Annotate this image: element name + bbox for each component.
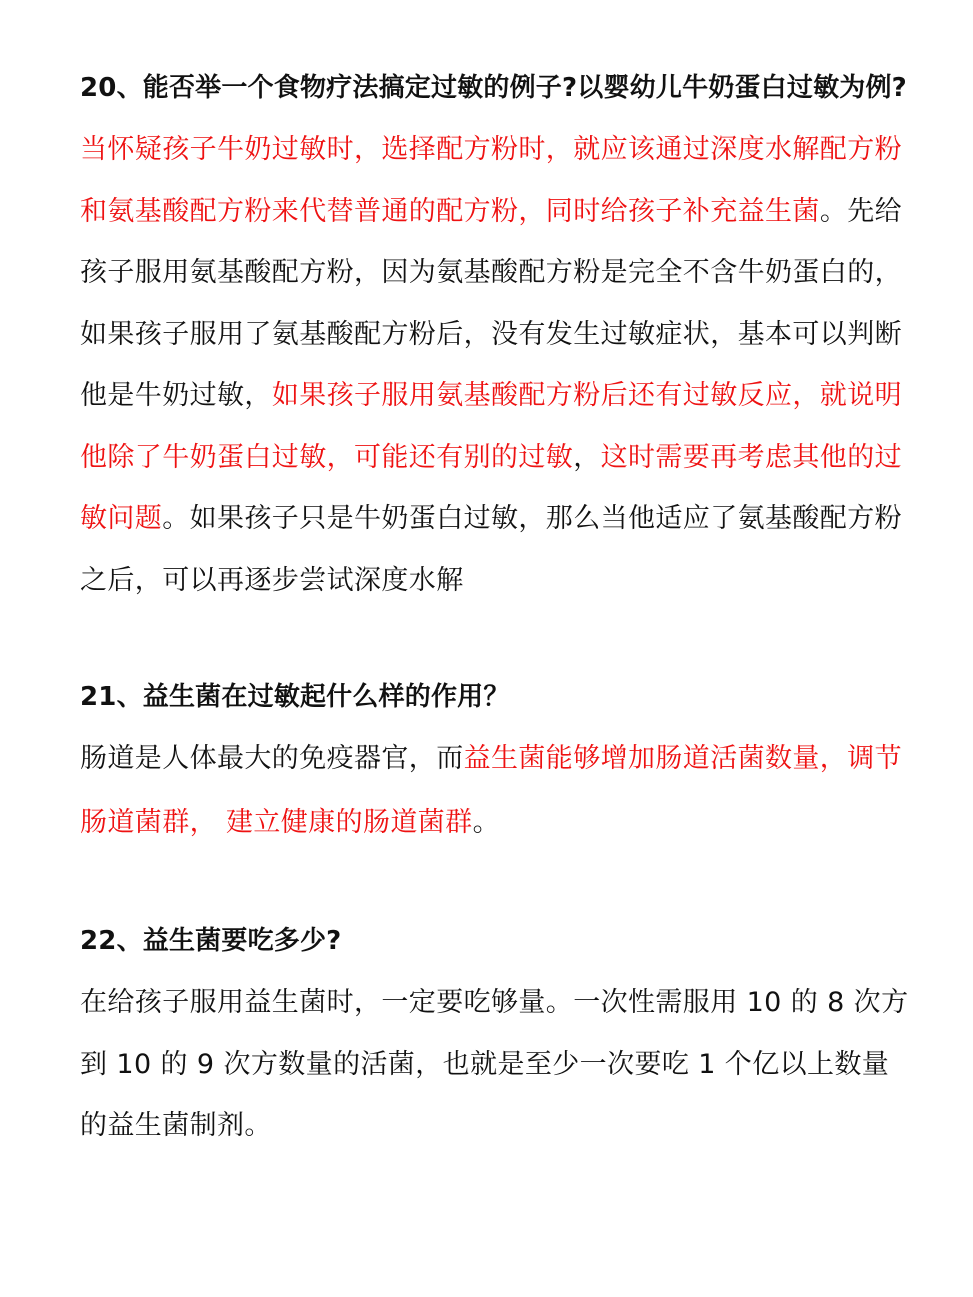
faq-section-20 [80, 58, 913, 611]
body-text: 肠道是人体最大的免疫器官，而 [80, 743, 464, 774]
answer-paragraph [80, 119, 913, 611]
body-text: 。先给孩子服用氨基酸配方粉，因为氨基酸配方粉是完全不含牛奶蛋白的，如果孩子服用了氨基酸配方粉后，没有发生过敏症状，基本可以判断他是牛奶过敏， [80, 195, 903, 411]
body-text: 在给孩子服用益生菌时，一定要吃够量。一次性需服用 10 的 8 次方到 10 的 9 次方数量的活菌，也就是至少一次要吃 1 个亿以上数量的益生菌制剂。 [80, 987, 909, 1141]
answer-paragraph [80, 727, 913, 855]
highlighted-text: 这时需要再考虑其他的过敏问题 [80, 441, 903, 534]
faq-section-21 [80, 667, 913, 855]
body-text: ， [573, 441, 601, 473]
highlighted-text: 益生菌能够增加肠道活菌数量，调节肠道菌群， 建立健康的肠道菌群 [80, 743, 903, 838]
question-title: 22、益生菌要吃多少? [80, 926, 342, 956]
highlighted-text: 如果孩子服用氨基酸配方粉后还有过敏反应，就说明他除了牛奶蛋白过敏，可能还有别的过敏 [80, 380, 903, 473]
faq-section-22 [80, 911, 913, 1157]
question-title: 21、益生菌在过敏起什么样的作用？ [80, 682, 510, 712]
section-spacer [80, 855, 913, 911]
highlighted-text: 当怀疑孩子牛奶过敏时，选择配方粉时，就应该通过深度水解配方粉和氨基酸配方粉来代替普通的配方粉，同时给孩子补充益生菌 [80, 134, 902, 227]
section-spacer [80, 611, 913, 667]
body-text: 。 [472, 807, 500, 838]
question-title: 20、能否举一个食物疗法搞定过敏的例子?以婴幼儿牛奶蛋白过敏为例? [80, 73, 907, 103]
body-text: 。如果孩子只是牛奶蛋白过敏，那么当他适应了氨基酸配方粉之后，可以再逐步尝试深度水解 [80, 503, 903, 596]
answer-paragraph [80, 972, 913, 1157]
